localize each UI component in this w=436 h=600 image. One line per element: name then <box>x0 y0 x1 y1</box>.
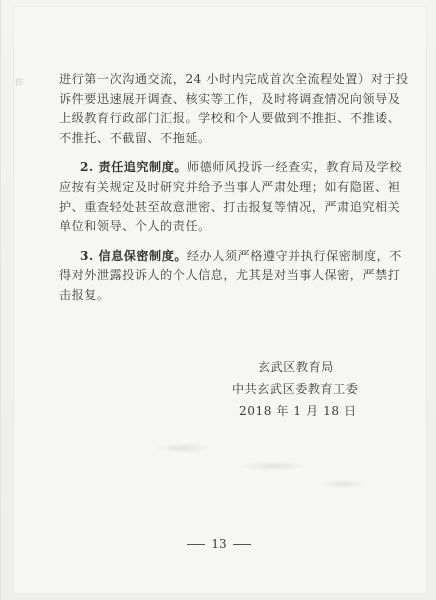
text-line <box>59 247 402 267</box>
text-fragment: 师德师风投诉一经查实，教育局及学校 <box>187 160 402 175</box>
text-line: 单位和领导、个人的责任。 <box>59 219 211 234</box>
section-heading: 2. 责任追究制度。 <box>80 160 187 175</box>
paragraph-confidentiality <box>59 247 402 306</box>
text-line: 进行第一次沟通交流，24 小时内完成首次全流程处置）对于投 <box>59 72 409 86</box>
text-line: 护、重查轻处甚至故意泄密、打击报复等情况，严肃追究相关 <box>59 199 401 214</box>
text-line <box>59 158 402 178</box>
text-fragment: 经办人须严格遵守并执行保密制度，不 <box>187 248 402 263</box>
issuing-organization: 玄武区教育局 <box>258 360 334 374</box>
page-number: 13 <box>211 537 227 551</box>
document-body <box>59 70 409 306</box>
text-line: 上级教育行政部门汇报。学校和个人要做到不推拒、不推诿、 <box>59 111 401 126</box>
text-line: 诉件要迅速展开调查、核实等工作，及时将调查情况向领导及 <box>59 91 401 106</box>
paragraph-continuation <box>59 70 409 148</box>
text-line: 击报复。 <box>59 287 110 302</box>
issuing-organization: 中共玄武区委教育工委 <box>232 382 359 396</box>
footer-dash <box>187 544 205 545</box>
paragraph-responsibility <box>59 158 402 236</box>
text-line: 应按有关规定及时研究并给予当事人严肃处理；如有隐匿、袒 <box>59 179 401 194</box>
issue-date: 2018 年 1 月 18 日 <box>239 404 357 418</box>
page-footer <box>1 536 436 552</box>
section-heading: 3. 信息保密制度。 <box>80 248 187 263</box>
bleed-through-marks <box>153 436 383 496</box>
footer-dash <box>233 544 251 545</box>
text-line: 不推托、不截留、不拖延。 <box>59 130 211 145</box>
margin-stamp: 许 <box>14 78 26 89</box>
text-line: 得对外泄露投诉人的个人信息，尤其是对当事人保密，严禁打 <box>59 268 401 283</box>
